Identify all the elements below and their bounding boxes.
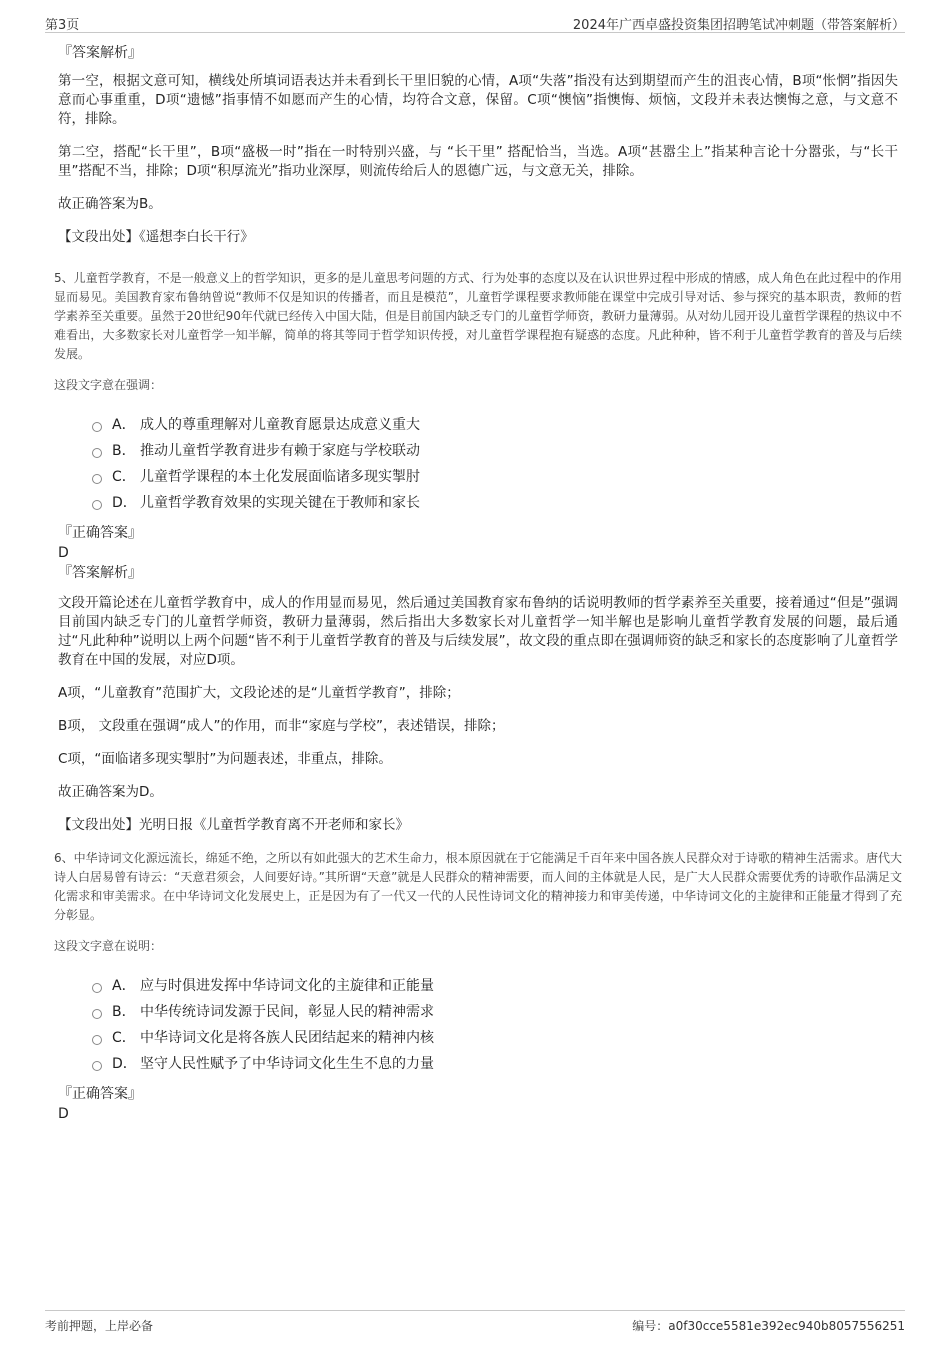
option-d[interactable]: D． 坚守人民性赋予了中华诗词文化生生不息的力量 (92, 1051, 898, 1077)
radio-icon[interactable] (92, 1061, 102, 1071)
source-citation: 【文段出处】光明日报《儿童哲学教育离不开老师和家长》 (58, 817, 409, 833)
analysis-paragraph: A项，“儿童教育”范围扩大，文段论述的是“儿童哲学教育”，排除； (58, 685, 460, 701)
question-6-stem: 这段文字意在说明： (54, 939, 163, 953)
radio-icon[interactable] (92, 1035, 102, 1045)
radio-icon[interactable] (92, 983, 102, 993)
source-citation: 【文段出处】《遥想李白长干行》 (58, 229, 254, 245)
analysis-paragraph: 第二空，搭配“长干里”，B项“盛极一时”指在一时特别兴盛，与 “长干里” 搭配恰当，当选。A项“甚嚣尘上”指某种言论十分嚣张，与“长干里”搭配不当，排除；D项“积厚流光”指功业深厚，则流传给后人的恩德广远，与文意无关，排除。 (58, 144, 898, 179)
option-c[interactable]: C． 中华诗词文化是将各族人民团结起来的精神内核 (92, 1025, 898, 1051)
radio-icon[interactable] (92, 474, 102, 484)
analysis-conclusion: 故正确答案为B。 (58, 196, 162, 212)
option-a[interactable]: A． 成人的尊重理解对儿童教育愿景达成意义重大 (92, 412, 898, 438)
question-5-options (92, 412, 898, 516)
page-footer (45, 1310, 905, 1333)
analysis-paragraph: B项， 文段重在强调“成人”的作用，而非“家庭与学校”，表述错误，排除； (58, 718, 505, 734)
analysis-paragraph: 第一空，根据文意可知，横线处所填词语表达并未看到长干里旧貌的心情，A项“失落”指没有达到期望而产生的沮丧心情，B项“怅惘”指因失意而心事重重，D项“遗憾”指事情不如愿而产生的心情，均符合文意，保留。C项“懊恼”指懊悔、烦恼，文段并未表达懊悔之意，与文意不符，排除。 (58, 73, 898, 127)
page-header (45, 12, 905, 33)
analysis-label: 『答案解析』 (58, 565, 142, 581)
radio-icon[interactable] (92, 500, 102, 510)
analysis-paragraph: C项，“面临诸多现实掣肘”为问题表述，非重点，排除。 (58, 751, 392, 767)
correct-answer-label: 『正确答案』 (58, 525, 142, 541)
option-b[interactable]: B． 推动儿童哲学教育进步有赖于家庭与学校联动 (92, 438, 898, 464)
page-number: 第3页 (45, 18, 80, 33)
question-6-text: 6、中华诗词文化源远流长，绵延不绝，之所以有如此强大的艺术生命力，根本原因就在于它能满足千百年来中国各族人民群众对于诗歌的精神生活需求。唐代大诗人白居易曾有诗云：“天意君须会，人间要好诗。”其所谓“天意”就是人民群众的精神需要，而人间的主体就是人民，是广大人民群众需要优秀的诗歌作品满足文化需求和审美需求。在中华诗词文化发展史上，正是因为有了一代又一代的人民性诗词文化的精神接力和审美传递，中华诗词文化的主旋律和正能量才得到了充分彰显。 (54, 851, 902, 922)
option-b[interactable]: B． 中华传统诗词发源于民间，彰显人民的精神需求 (92, 999, 898, 1025)
correct-answer-label: 『正确答案』 (58, 1086, 142, 1102)
document-code: 编号：a0f30cce5581e392ec940b8057556251 (632, 1319, 905, 1333)
footer-slogan: 考前押题，上岸必备 (45, 1319, 154, 1333)
option-a[interactable]: A． 应与时俱进发挥中华诗词文化的主旋律和正能量 (92, 973, 898, 999)
question-5-text: 5、儿童哲学教育，不是一般意义上的哲学知识，更多的是儿童思考问题的方式、行为处事的态度以及在认识世界过程中形成的情感，成人角色在此过程中的作用显而易见。美国教育家布鲁纳曾说“教师不仅是知识的传播者，而且是模范”，儿童哲学课程要求教师能在课堂中完成引导对话、参与探究的基本职责，教师的哲学素养至关重要。虽然于20世纪90年代就已经传入中国大陆，但是目前国内缺乏专门的儿童哲学师资，教研力量薄弱。从对幼儿园开设儿童哲学课程的热议中不难看出，大多数家长对儿童哲学一知半解，简单的将其等同于哲学知识传授，对儿童哲学课程抱有疑惑的态度。凡此种种，皆不利于儿童哲学教育的普及与后续发展。 (54, 271, 902, 361)
analysis-paragraph: 文段开篇论述在儿童哲学教育中，成人的作用显而易见，然后通过美国教育家布鲁纳的话说明教师的哲学素养至关重要，接着通过“但是”强调目前国内缺乏专门的儿童哲学师资，教研力量薄弱，然后指出大多数家长对儿童哲学一知半解也是影响儿童哲学教育发展的问题，最后通过“凡此种种”说明以上两个问题“皆不利于儿童哲学教育的普及与后续发展”，故文段的重点即在强调师资的缺乏和家长的态度影响了儿童哲学教育在中国的发展，对应D项。 (58, 595, 898, 668)
option-c[interactable]: C． 儿童哲学课程的本土化发展面临诸多现实掣肘 (92, 464, 898, 490)
radio-icon[interactable] (92, 422, 102, 432)
correct-answer-value: D (58, 1106, 69, 1122)
question-6-options (92, 973, 898, 1077)
page-content (54, 44, 902, 1125)
correct-answer-value: D (58, 545, 69, 561)
question-5-stem: 这段文字意在强调： (54, 378, 163, 392)
analysis-conclusion: 故正确答案为D。 (58, 784, 163, 800)
document-title: 2024年广西卓盛投资集团招聘笔试冲刺题（带答案解析） (572, 18, 905, 33)
analysis-label: 『答案解析』 (58, 45, 142, 61)
radio-icon[interactable] (92, 448, 102, 458)
option-d[interactable]: D． 儿童哲学教育效果的实现关键在于教师和家长 (92, 490, 898, 516)
radio-icon[interactable] (92, 1009, 102, 1019)
